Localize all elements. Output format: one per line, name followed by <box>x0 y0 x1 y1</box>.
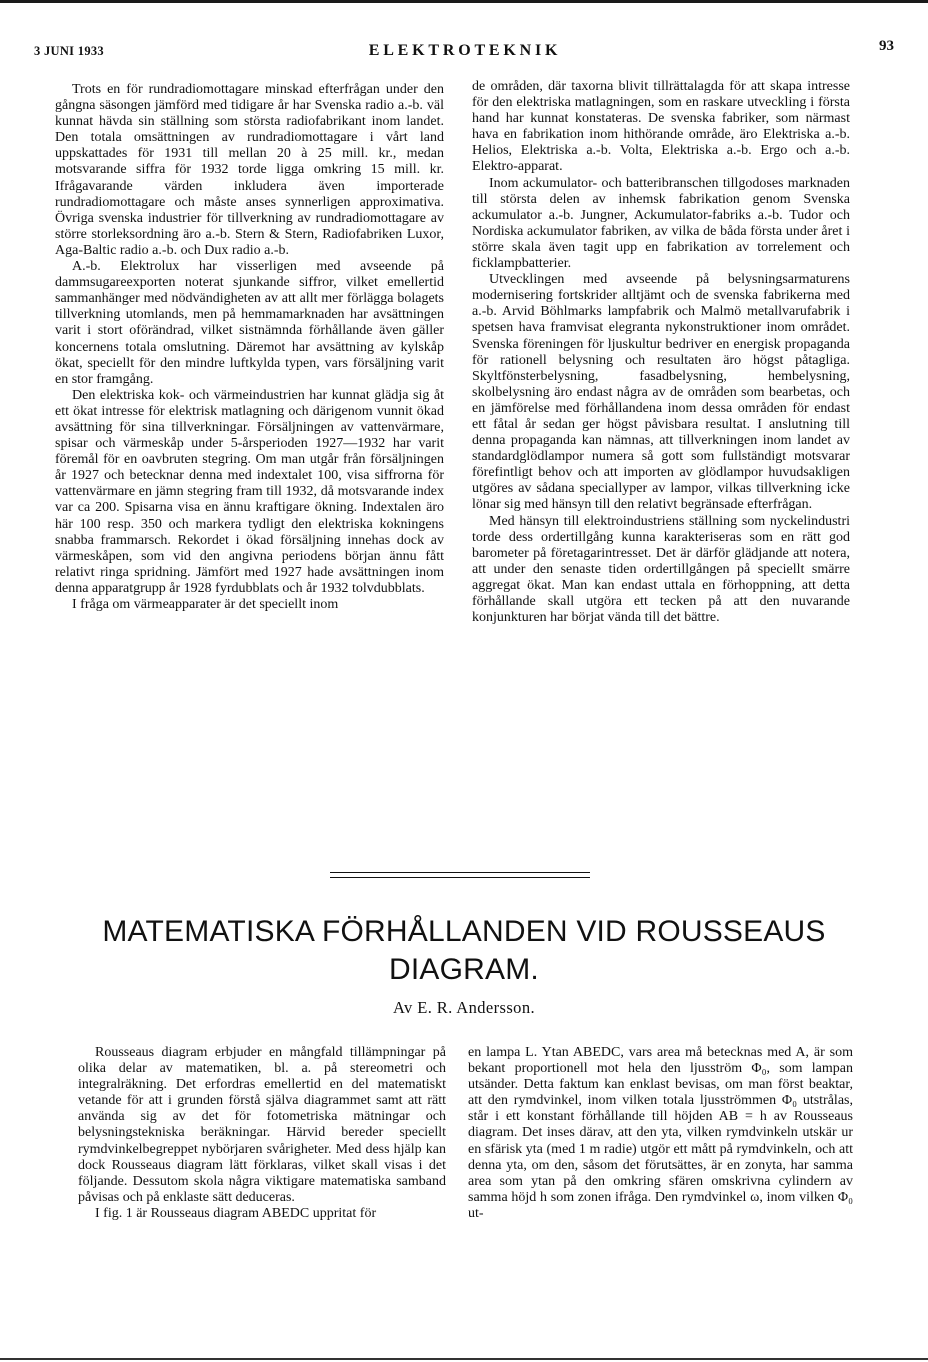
paragraph: Trots en för rundradiomottagare minskad efterfrågan under den gångna säsongen jämförd med tidigare år har Svenska radio a.-b. väl kunnat hävda sin ställning som största radiofabrikant inom landet. Den totala omsättningen av rundradiomottagare i vårt land uppskattades för 1931 till mellan 20 à 25 mill. kr., medan motsvarande siffra för 1932 torde ligga omkring 15 mill. kr. Ifrågavarande värden inkludera även importerade rundradiomottagare och måste anses synnerligen approximativa. Övriga svenska industrier för tillverkning av rundradiomottagare av större storleksordning äro a.-b. Stern & Stern, Radiofabriken Luxor, Aga-Baltic radio a.-b. och Dux radio a.-b. <box>55 82 444 258</box>
paragraph: en lampa L. Ytan ABEDC, vars area må betecknas med A, är som bekant proportionell mot hela den ljusström Φ₀, som lampan utsänder. Detta faktum kan enklast bevisas, om man först beaktar, att den rymdvinkel, inom vilken totala ljusströmmen Φ₀ utstrålas, står i ett konstant förhållande till höjden AB = h av Rousseaus diagram. Det inses därav, att den yta, vilken rymdvinkeln utskär ur en sfärisk yta (med 1 m radie) utgör ett mått på rymdvinkeln, och att denna yta, om den, såsom det förutsättes, är en zonyta, har samma area som ytan på den omkring sfären omskrivna cylindern av samma höjd h som zonen ifråga. Den rymdvinkel ω, inom vilken Φ₀ ut- <box>468 1045 853 1221</box>
paragraph: de områden, där taxorna blivit tillrättalagda för att skapa intresse för den elektriska matlagningen, som en raskare utveckling i första hand har kunnat konstateras. De svenska fabriker, som närmast hava en fabrikation inom hithörande område, äro Elektriska a.-b. Helios, Elektriska a.-b. Volta, Elektriska a.-b. Ergo och a.-b. Elektro-apparat. <box>472 79 850 175</box>
column-1 <box>55 82 444 613</box>
section-divider <box>330 877 590 878</box>
paragraph: Den elektriska kok- och värmeindustrien har kunnat glädja sig åt ett ökat intresse för elektrisk matlagning och därigenom vunnit ökad avsättning för sina tillverkningar. Försäljningen av vattenvärmare, spisar och värmeskåp under 5-årsperioden 1927—1932 har varit föremål för en oavbruten stegring. Om man utgår från försäljningen år 1927 och betecknar denna med indextalet 100, visa siffrorna för vattenvärmare en jämn stegring fram till 1932, då motsvarande index var ca 200. Spisarna visa en ännu kraftigare ökning. Indextalen äro här 100 resp. 350 och markera tydligt den elektriska kokningens snabba frammarsch. Rekordet i ökad försäljning innehas dock av värmeskåpen, som vid den angivna periodens början ännu fått relativt ringa spridning. Jämfört med 1927 hade avsättningen inom denna apparatgrupp år 1928 fyrdubblats och år 1932 tolvdubblats. <box>55 387 444 596</box>
top-rule <box>0 0 928 3</box>
paragraph: I fråga om värmeapparater är det speciellt inom <box>72 597 339 612</box>
article-title: MATEMATISKA FÖRHÅLLANDEN VID ROUSSEAUS DIAGRAM. <box>102 915 826 986</box>
paragraph: A.-b. Elektrolux har visserligen med avseende på dammsugareexporten noterat sjunkande siffror, vilket emellertid sammanhänger med nödvändigheten av att allt mer förlägga bolagets tillverkning utomlands, men på hemmamarknaden har avsättningen varit i stort oförändrad, vilket sistnämnda förhållande även gäller koncernens totala omslutning. Däremot har avsättning av kylskåp ökat, speciellt för den mindre luftkylda typen, vars försäljning varit en stor framgång. <box>55 259 444 387</box>
paragraph: Rousseaus diagram erbjuder en mångfald tillämpningar på olika delar av matematiken, bl. a. på stereometri och integralräkning. Det erfordras emellertid en del matematiskt vetande för att i grunden förstå själva diagrammet samt att rätt använda sig av det för fotometriska mätningar och belysningstekniska beräkningar. Härvid bereder speciellt rymdvinkelbegreppet nybörjaren svårigheter. Med dess hjälp kan dock Rousseaus diagram lätt förklaras, vilket skall visas i det följande. Dessutom skola några viktigare matematiska samband påvisas och på enklaste sätt deduceras. <box>78 1045 446 1205</box>
article-byline: Av E. R. Andersson. <box>392 998 536 1017</box>
column-3 <box>78 1045 446 1222</box>
paragraph: Utvecklingen med avseende på belysningsarmaturens modernisering fortskrider alltjämt och de svenska fabrikerna med a.-b. Arvid Böhlmarks lampfabrik och Malmö metallvarufabrik i spetsen hava framvisat elegranta nykonstruktioner inom området. Svenska föreningen för ljuskultur bedriver en energisk propaganda för rationell belysning och resultaten äro högst påtagliga. Skyltfönsterbelysning, fasadbelysning, hembelysning, skolbelysning äro endast några av de områden som bearbetas, och en jämförelse med förhållandena inom dessa områden för endast ett fåtal år sedan ger högst påvisbara resultat. I anslutning till denna propaganda kan nämnas, att tillverkningen inom landet av standardglödlampor numera så gott som fullständigt motsvarar förefintligt behov och att importen av glödlampor huvudsakligen utgöres av sådana speciallyper av lampor, vilkas tillverkning icke lönar sig med hänsyn till den relativt begränsade efterfrågan. <box>472 272 850 513</box>
section-divider <box>330 872 590 873</box>
column-2 <box>472 79 850 626</box>
page-number: 93 <box>879 38 894 54</box>
bottom-rule <box>0 1358 928 1360</box>
journal-title: ELEKTROTEKNIK <box>368 42 562 59</box>
issue-date: 3 JUNI 1933 <box>34 44 104 58</box>
page-header <box>30 38 900 58</box>
column-4 <box>468 1045 853 1222</box>
paragraph: Inom ackumulator- och batteribranschen tillgodoses marknaden till största delen av inhemsk fabrikation genom Svenska ackumulator a.-b. Jungner, Ackumulator-fabriks a.-b. Tudor och Nordiska ackumulator fabriken, av vilka de båda första under året i större skala även tagit upp en fabrikation av torrelement och ficklampbatterier. <box>472 175 850 272</box>
paragraph: I fig. 1 är Rousseaus diagram ABEDC uppritat för <box>95 1205 377 1221</box>
paragraph: Med hänsyn till elektroindustriens ställning som nyckelindustri torde dess ordertillgång kunna karakteriseras som en rätt god barometer på företagarintresset. Det är därför glädjande att notera, att under den senaste tiden ordertillgången på speciellt smärre aggregat ökat. Man kan endast uttala en förhoppning, att detta förhållande skall utgöra ett tecken på att den nuvarande konjunkturen har börjat vända till det bättre. <box>472 513 850 626</box>
